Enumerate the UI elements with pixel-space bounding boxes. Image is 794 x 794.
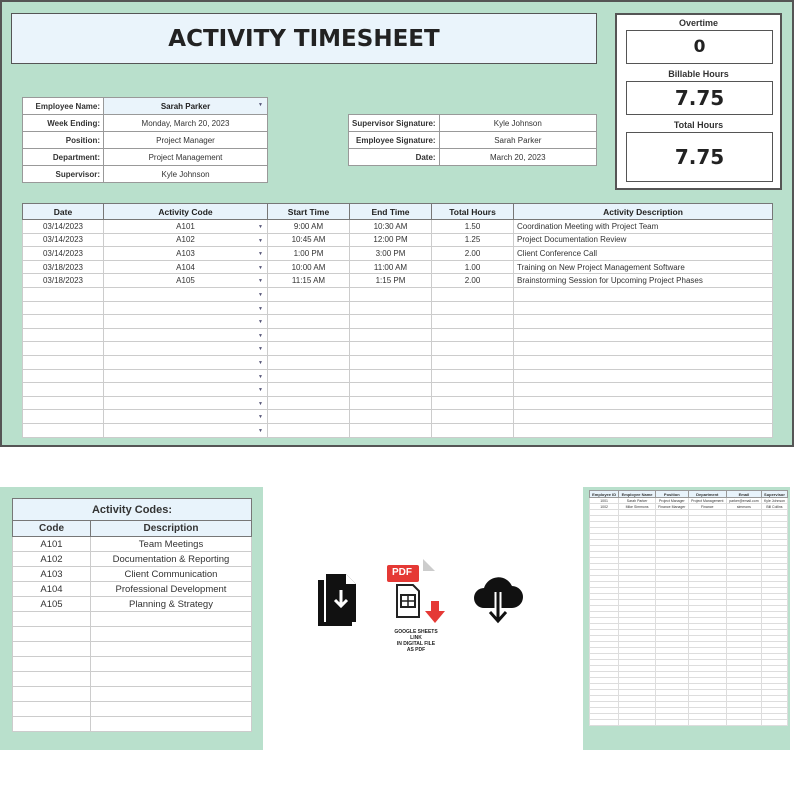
start-time-cell[interactable]: 11:15 AM — [268, 274, 350, 288]
employees-table — [589, 490, 788, 726]
date-cell[interactable] — [23, 287, 104, 301]
pdf-label: PDF — [392, 567, 412, 578]
code-row — [13, 537, 252, 552]
code-cell — [13, 612, 91, 627]
total-hours-cell[interactable] — [432, 355, 514, 369]
dropdown-arrow-icon[interactable]: ▼ — [258, 346, 263, 353]
code-row — [13, 717, 252, 732]
employee-row — [23, 115, 268, 132]
date-cell[interactable]: 03/18/2023 — [23, 260, 104, 274]
column-header: Start Time — [268, 204, 350, 220]
start-time-cell[interactable]: 1:00 PM — [268, 247, 350, 261]
end-time-cell[interactable] — [350, 315, 432, 329]
column-header: Code — [13, 521, 91, 537]
date-cell[interactable] — [23, 383, 104, 397]
employee-cell: simmons — [726, 504, 761, 510]
start-time-cell[interactable] — [268, 328, 350, 342]
description-cell[interactable] — [514, 396, 773, 410]
activity-code-cell[interactable] — [104, 423, 268, 437]
date-cell[interactable]: 03/14/2023 — [23, 220, 104, 234]
field-label: Date: — [349, 149, 440, 166]
signature-table — [348, 114, 597, 166]
field-label: Supervisor: — [23, 166, 104, 183]
code-cell: A105 — [13, 597, 91, 612]
column-header: Description — [91, 521, 252, 537]
employee-cell: Finance Manager — [655, 504, 688, 510]
table-row — [23, 369, 773, 383]
dropdown-arrow-icon[interactable]: ▼ — [258, 414, 263, 421]
dropdown-arrow-icon[interactable]: ▼ — [258, 264, 263, 271]
code-description-cell — [91, 612, 252, 627]
employee-cell — [619, 720, 656, 726]
start-time-cell[interactable] — [268, 423, 350, 437]
end-time-cell[interactable] — [350, 383, 432, 397]
activity-code-cell[interactable] — [104, 410, 268, 424]
signatures-row — [349, 132, 597, 149]
dropdown-arrow-icon[interactable]: ▼ — [258, 373, 263, 380]
code-row — [13, 582, 252, 597]
employee-cell: Mike Simmons — [619, 504, 656, 510]
table-row — [23, 396, 773, 410]
code-cell — [13, 687, 91, 702]
column-header: Activity Description — [514, 204, 773, 220]
date-cell[interactable] — [23, 355, 104, 369]
start-time-cell[interactable]: 10:45 AM — [268, 233, 350, 247]
table-row — [23, 247, 773, 261]
caption-line: LINK — [410, 635, 422, 641]
description-cell[interactable] — [514, 383, 773, 397]
employee-cell: Bill Collins — [761, 504, 787, 510]
code-description-cell: Planning & Strategy — [91, 597, 252, 612]
code-cell — [13, 642, 91, 657]
activity-code-cell[interactable]: A102 ▼ — [104, 233, 268, 247]
employee-cell: parker@email.com — [726, 498, 761, 504]
total-hours-cell[interactable] — [432, 287, 514, 301]
start-time-cell[interactable] — [268, 396, 350, 410]
table-row — [23, 410, 773, 424]
total-hours-cell[interactable] — [432, 315, 514, 329]
code-row — [13, 567, 252, 582]
activity-code-cell[interactable] — [104, 328, 268, 342]
activity-code-cell[interactable]: A104 ▼ — [104, 260, 268, 274]
dropdown-arrow-icon[interactable]: ▼ — [258, 237, 263, 244]
column-header: Employee ID — [590, 491, 619, 498]
code-description-cell — [91, 627, 252, 642]
caption-line: GOOGLE SHEETS — [394, 629, 438, 635]
description-cell[interactable]: Project Documentation Review — [514, 233, 773, 247]
date-cell[interactable] — [23, 328, 104, 342]
activity-code-cell[interactable] — [104, 342, 268, 356]
activity-codes-table — [12, 498, 252, 732]
billable-hours-label: Billable Hours — [668, 69, 729, 79]
total-hours-cell[interactable]: 1.25 — [432, 233, 514, 247]
start-time-cell[interactable] — [268, 342, 350, 356]
date-cell[interactable]: 03/14/2023 — [23, 247, 104, 261]
code-description-cell — [91, 687, 252, 702]
table-row — [23, 383, 773, 397]
dropdown-arrow-icon[interactable]: ▼ — [258, 102, 263, 108]
employee-cell — [726, 720, 761, 726]
description-cell[interactable] — [514, 315, 773, 329]
column-header: Date — [23, 204, 104, 220]
column-header: Department — [688, 491, 726, 498]
dropdown-arrow-icon[interactable]: ▼ — [258, 332, 263, 339]
code-row — [13, 597, 252, 612]
field-value[interactable]: Kyle Johnson — [104, 166, 268, 183]
start-time-cell[interactable] — [268, 301, 350, 315]
activity-code-cell[interactable] — [104, 315, 268, 329]
code-description-cell: Professional Development — [91, 582, 252, 597]
total-hours-cell[interactable]: 1.00 — [432, 260, 514, 274]
activity-code-cell[interactable] — [104, 355, 268, 369]
date-cell[interactable] — [23, 369, 104, 383]
column-header: Email — [726, 491, 761, 498]
employee-row — [23, 166, 268, 183]
date-cell[interactable] — [23, 410, 104, 424]
column-header: Activity Code — [104, 204, 268, 220]
code-description-cell — [91, 642, 252, 657]
description-cell[interactable] — [514, 287, 773, 301]
field-label: Position: — [23, 132, 104, 149]
total-hours-cell[interactable] — [432, 328, 514, 342]
end-time-cell[interactable]: 10:30 AM — [350, 220, 432, 234]
code-row — [13, 612, 252, 627]
description-cell[interactable] — [514, 328, 773, 342]
date-cell[interactable] — [23, 423, 104, 437]
description-cell[interactable] — [514, 342, 773, 356]
google-sheets-pdf-icon — [385, 557, 447, 652]
field-value[interactable]: Project Manager — [104, 132, 268, 149]
summary-panel — [615, 13, 782, 190]
start-time-cell[interactable] — [268, 383, 350, 397]
code-row — [13, 702, 252, 717]
caption-line: IN DIGITAL FILE — [396, 641, 436, 647]
caption-line: AS PDF — [406, 647, 426, 653]
total-hours-cell[interactable]: 1.50 — [432, 220, 514, 234]
total-hours-label: Total Hours — [673, 120, 724, 130]
code-cell — [13, 717, 91, 732]
activity-code-cell[interactable]: A105 ▼ — [104, 274, 268, 288]
employee-cell — [590, 720, 619, 726]
employee-cell — [688, 720, 726, 726]
code-cell: A102 — [13, 552, 91, 567]
field-value[interactable]: Sarah Parker — [439, 132, 596, 149]
activity-code-cell[interactable]: A103 ▼ — [104, 247, 268, 261]
end-time-cell[interactable] — [350, 301, 432, 315]
code-description-cell — [91, 672, 252, 687]
total-hours-value: 7.75 — [626, 132, 773, 182]
overtime-label: Overtime — [678, 18, 719, 28]
end-time-cell[interactable] — [350, 355, 432, 369]
field-label: Employee Name: — [23, 98, 104, 115]
description-cell[interactable] — [514, 369, 773, 383]
code-description-cell — [91, 657, 252, 672]
employee-cell: Kyle Johnson — [761, 498, 787, 504]
table-row — [23, 301, 773, 315]
description-cell[interactable] — [514, 355, 773, 369]
table-row — [23, 355, 773, 369]
field-value[interactable]: Monday, March 20, 2023 — [104, 115, 268, 132]
code-row — [13, 642, 252, 657]
dropdown-arrow-icon[interactable]: ▼ — [258, 427, 263, 434]
column-header: Total Hours — [432, 204, 514, 220]
table-row — [23, 342, 773, 356]
activity-code-cell[interactable] — [104, 383, 268, 397]
column-header: Employee Name — [619, 491, 656, 498]
page-title: ACTIVITY TIMESHEET — [11, 13, 597, 64]
end-time-cell[interactable] — [350, 423, 432, 437]
code-cell — [13, 672, 91, 687]
billable-hours-value: 7.75 — [626, 81, 773, 115]
end-time-cell[interactable] — [350, 328, 432, 342]
overtime-value: 0 — [626, 30, 773, 64]
table-row — [23, 287, 773, 301]
dropdown-arrow-icon[interactable]: ▼ — [258, 359, 263, 366]
activity-code-cell[interactable] — [104, 287, 268, 301]
code-description-cell: Team Meetings — [91, 537, 252, 552]
description-cell[interactable]: Brainstorming Session for Upcoming Project Phases — [514, 274, 773, 288]
end-time-cell[interactable] — [350, 287, 432, 301]
description-cell[interactable] — [514, 410, 773, 424]
dropdown-arrow-icon[interactable]: ▼ — [258, 278, 263, 285]
column-header: Position — [655, 491, 688, 498]
end-time-cell[interactable]: 1:15 PM — [350, 274, 432, 288]
dropdown-arrow-icon[interactable]: ▼ — [258, 319, 263, 326]
end-time-cell[interactable] — [350, 342, 432, 356]
end-time-cell[interactable] — [350, 410, 432, 424]
signatures-row — [349, 115, 597, 132]
column-header: Supervisor — [761, 491, 787, 498]
dropdown-arrow-icon[interactable]: ▼ — [258, 224, 263, 230]
table-row — [23, 274, 773, 288]
dropdown-arrow-icon[interactable]: ▼ — [258, 291, 263, 298]
employee-row — [23, 98, 268, 115]
end-time-cell[interactable] — [350, 396, 432, 410]
dropdown-arrow-icon[interactable]: ▼ — [258, 400, 263, 407]
start-time-cell[interactable] — [268, 315, 350, 329]
table-row — [23, 233, 773, 247]
table-row — [23, 260, 773, 274]
total-hours-cell[interactable] — [432, 383, 514, 397]
code-description-cell: Documentation & Reporting — [91, 552, 252, 567]
start-time-cell[interactable] — [268, 369, 350, 383]
employee-row — [23, 149, 268, 166]
field-value[interactable]: Sarah Parker ▼ — [104, 98, 268, 115]
employee-row — [590, 720, 788, 726]
start-time-cell[interactable]: 10:00 AM — [268, 260, 350, 274]
code-row — [13, 672, 252, 687]
start-time-cell[interactable] — [268, 287, 350, 301]
field-label: Employee Signature: — [349, 132, 440, 149]
code-row — [13, 627, 252, 642]
total-hours-cell[interactable] — [432, 342, 514, 356]
employee-cell: 1001 — [590, 498, 619, 504]
table-row — [23, 328, 773, 342]
code-cell: A104 — [13, 582, 91, 597]
total-hours-cell[interactable]: 2.00 — [432, 274, 514, 288]
code-row — [13, 657, 252, 672]
employee-cell: Project Management — [688, 498, 726, 504]
description-cell[interactable] — [514, 423, 773, 437]
total-hours-cell[interactable] — [432, 410, 514, 424]
employee-cell — [761, 720, 787, 726]
end-time-cell[interactable]: 11:00 AM — [350, 260, 432, 274]
code-description-cell: Client Communication — [91, 567, 252, 582]
employee-cell: Sarah Parker — [619, 498, 656, 504]
employee-cell: Project Manager — [655, 498, 688, 504]
employee-cell: 1002 — [590, 504, 619, 510]
dropdown-arrow-icon[interactable]: ▼ — [258, 305, 263, 312]
date-cell[interactable] — [23, 342, 104, 356]
start-time-cell[interactable] — [268, 355, 350, 369]
end-time-cell[interactable]: 12:00 PM — [350, 233, 432, 247]
field-value[interactable]: Project Management — [104, 149, 268, 166]
total-hours-cell[interactable]: 2.00 — [432, 247, 514, 261]
employee-row — [23, 132, 268, 149]
dropdown-arrow-icon[interactable]: ▼ — [258, 387, 263, 394]
code-cell — [13, 702, 91, 717]
table-row — [23, 315, 773, 329]
activity-code-cell[interactable] — [104, 301, 268, 315]
total-hours-cell[interactable] — [432, 369, 514, 383]
code-cell — [13, 627, 91, 642]
code-cell: A103 — [13, 567, 91, 582]
file-download-icon — [316, 572, 360, 633]
employee-info-table — [22, 97, 268, 183]
end-time-cell[interactable] — [350, 369, 432, 383]
activity-code-cell[interactable] — [104, 396, 268, 410]
field-label: Supervisor Signature: — [349, 115, 440, 132]
code-description-cell — [91, 702, 252, 717]
signatures-row — [349, 149, 597, 166]
field-value[interactable]: March 20, 2023 — [439, 149, 596, 166]
start-time-cell[interactable] — [268, 410, 350, 424]
date-cell[interactable]: 03/18/2023 — [23, 274, 104, 288]
field-label: Week Ending: — [23, 115, 104, 132]
table-row — [23, 220, 773, 234]
employee-cell — [655, 720, 688, 726]
date-cell[interactable] — [23, 301, 104, 315]
description-cell[interactable]: Coordination Meeting with Project Team — [514, 220, 773, 234]
total-hours-cell[interactable] — [432, 423, 514, 437]
date-cell[interactable] — [23, 396, 104, 410]
total-hours-cell[interactable] — [432, 396, 514, 410]
field-label: Department: — [23, 149, 104, 166]
table-row — [23, 423, 773, 437]
activity-table — [22, 203, 773, 438]
cloud-download-icon — [470, 570, 526, 631]
activity-code-cell[interactable] — [104, 369, 268, 383]
start-time-cell[interactable]: 9:00 AM — [268, 220, 350, 234]
column-header: End Time — [350, 204, 432, 220]
code-cell: A101 — [13, 537, 91, 552]
field-value[interactable]: Kyle Johnson — [439, 115, 596, 132]
code-description-cell — [91, 717, 252, 732]
description-cell[interactable]: Training on New Project Management Software — [514, 260, 773, 274]
code-row — [13, 552, 252, 567]
code-row — [13, 687, 252, 702]
dropdown-arrow-icon[interactable]: ▼ — [258, 251, 263, 258]
total-hours-cell[interactable] — [432, 301, 514, 315]
date-cell[interactable]: 03/14/2023 — [23, 233, 104, 247]
code-cell — [13, 657, 91, 672]
description-cell[interactable] — [514, 301, 773, 315]
employee-cell: Finance — [688, 504, 726, 510]
date-cell[interactable] — [23, 315, 104, 329]
activity-codes-title: Activity Codes: — [13, 499, 252, 521]
description-cell[interactable]: Client Conference Call — [514, 247, 773, 261]
activity-code-cell[interactable]: A101 ▼ — [104, 220, 268, 234]
end-time-cell[interactable]: 3:00 PM — [350, 247, 432, 261]
